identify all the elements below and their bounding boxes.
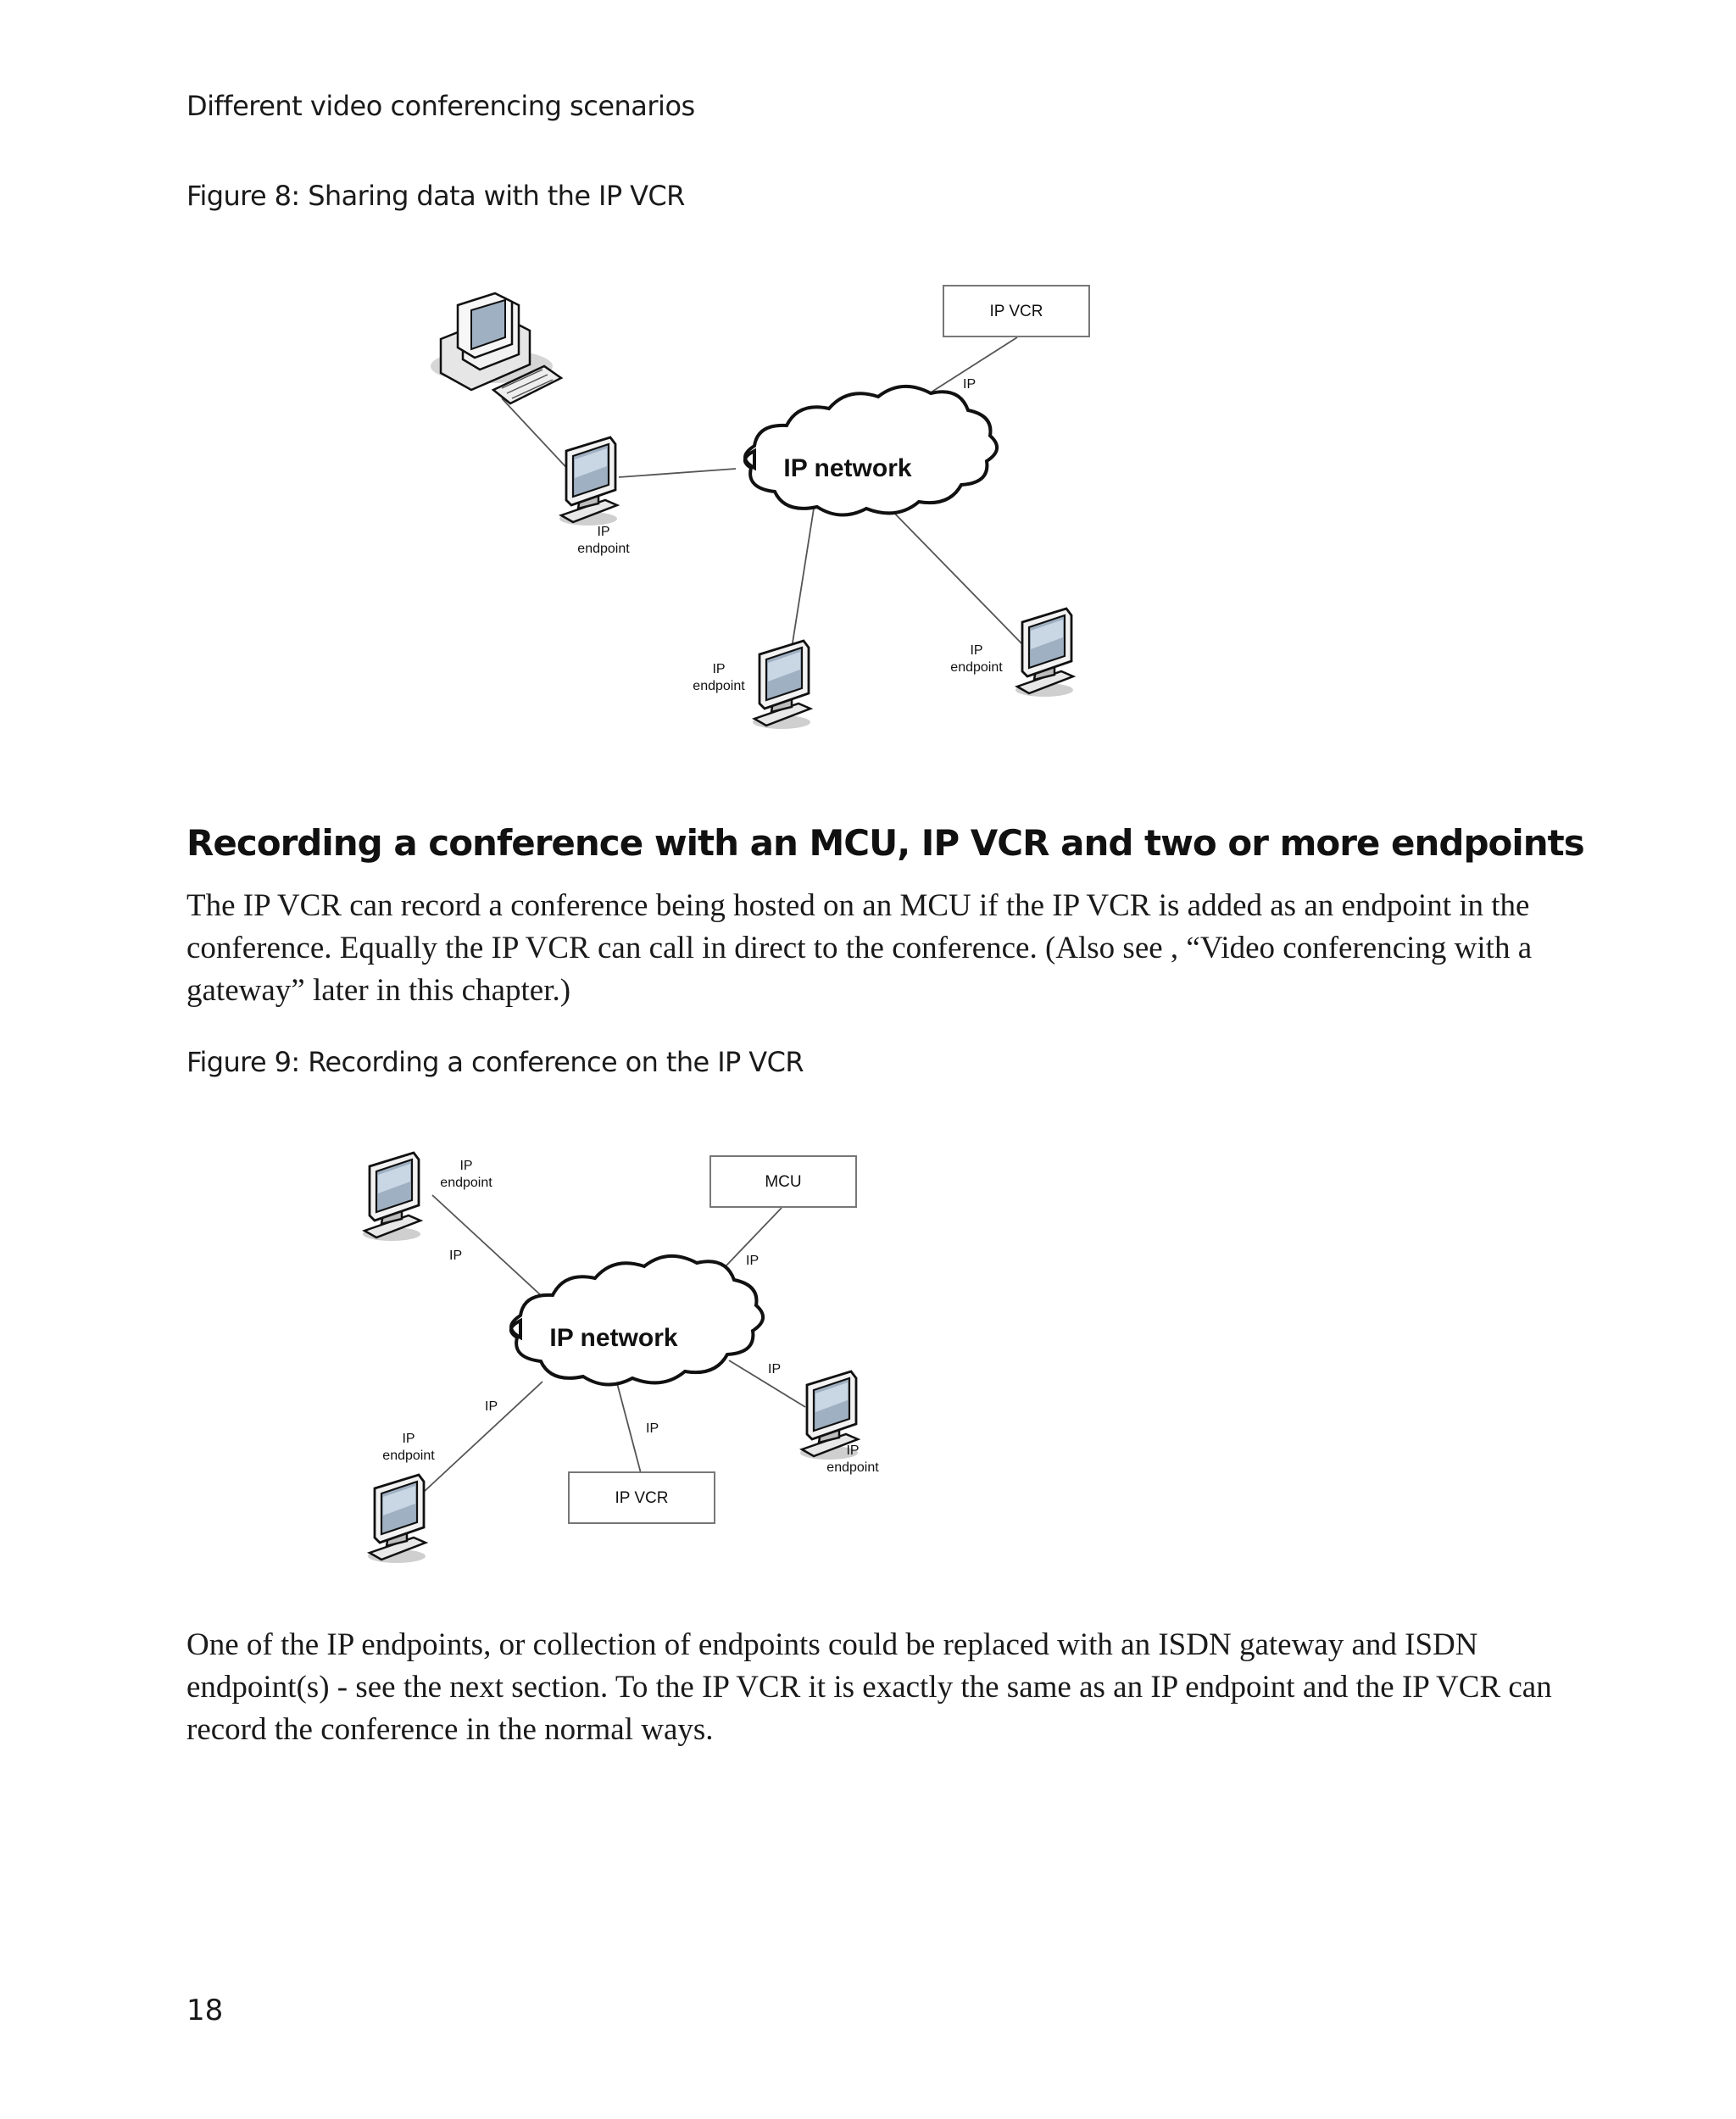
link-label: IP xyxy=(963,377,976,392)
endpoint-label: IP xyxy=(459,1159,473,1173)
figure-8-diagram xyxy=(0,0,1736,763)
endpoint-label: endpoint xyxy=(826,1460,879,1475)
endpoint-label: endpoint xyxy=(950,660,1003,675)
ip-network-label: IP network xyxy=(783,454,912,482)
ip-network-cloud xyxy=(745,387,997,515)
section-heading: Recording a conference with an MCU, IP VCR and two or more endpoints xyxy=(186,822,1584,864)
ip-vcr-label: IP VCR xyxy=(989,303,1043,320)
link-endpoint-right xyxy=(729,1360,805,1407)
link-endpoint-top-left xyxy=(432,1195,542,1297)
endpoint-label: endpoint xyxy=(693,679,745,693)
link-label: IP xyxy=(768,1362,782,1377)
monitor-icon xyxy=(363,1153,420,1241)
ip-network-label: IP network xyxy=(549,1324,678,1352)
endpoint-label: IP xyxy=(402,1432,415,1446)
figure-9-diagram xyxy=(0,1102,1736,1577)
ip-network-cloud xyxy=(511,1256,763,1385)
link-label: IP xyxy=(449,1249,463,1263)
computer-icon xyxy=(431,293,561,403)
monitor-icon xyxy=(559,437,617,526)
endpoint-label: IP xyxy=(846,1443,860,1458)
figure-8-caption: Figure 8: Sharing data with the IP VCR xyxy=(186,180,685,212)
endpoint-label: endpoint xyxy=(577,542,630,556)
ip-vcr-label: IP VCR xyxy=(615,1489,669,1507)
paragraph-1: The IP VCR can record a conference being hosted on an MCU if the IP VCR is added as an endpoint in the conference. Equally the IP VCR can call in direct to the conference. (Also see , “Video conferencing with a gateway” later in this chapter.) xyxy=(186,888,1533,1008)
monitor-icon xyxy=(1015,609,1073,697)
running-head: Different video conferencing scenarios xyxy=(186,90,695,122)
endpoint-label: IP xyxy=(597,525,610,539)
link-endpoint-right xyxy=(887,505,1022,644)
endpoint-label: IP xyxy=(712,662,726,676)
endpoint-label: IP xyxy=(970,643,983,658)
endpoint-label: endpoint xyxy=(382,1449,435,1463)
paragraph-2: One of the IP endpoints, or collection of endpoints could be replaced with an ISDN gateway and ISDN endpoint(s) - see the next section. To the IP VCR it is exactly the same as an IP endpoint and the IP VCR can record the conference in the normal ways. xyxy=(186,1627,1552,1747)
link-ip-vcr xyxy=(617,1383,641,1473)
page-number: 18 xyxy=(186,1994,224,2027)
link-label: IP xyxy=(746,1254,760,1268)
link-label: IP xyxy=(646,1421,659,1436)
link-computer-endpoint xyxy=(502,398,573,475)
figure-9-caption: Figure 9: Recording a conference on the IP VCR xyxy=(186,1046,804,1078)
link-endpoint-bottom-left xyxy=(424,1382,542,1492)
link-endpoint-left xyxy=(619,469,736,477)
monitor-icon xyxy=(368,1475,426,1563)
endpoint-label: endpoint xyxy=(440,1176,492,1190)
mcu-label: MCU xyxy=(765,1173,802,1191)
link-label: IP xyxy=(485,1399,498,1414)
monitor-icon xyxy=(753,641,810,729)
